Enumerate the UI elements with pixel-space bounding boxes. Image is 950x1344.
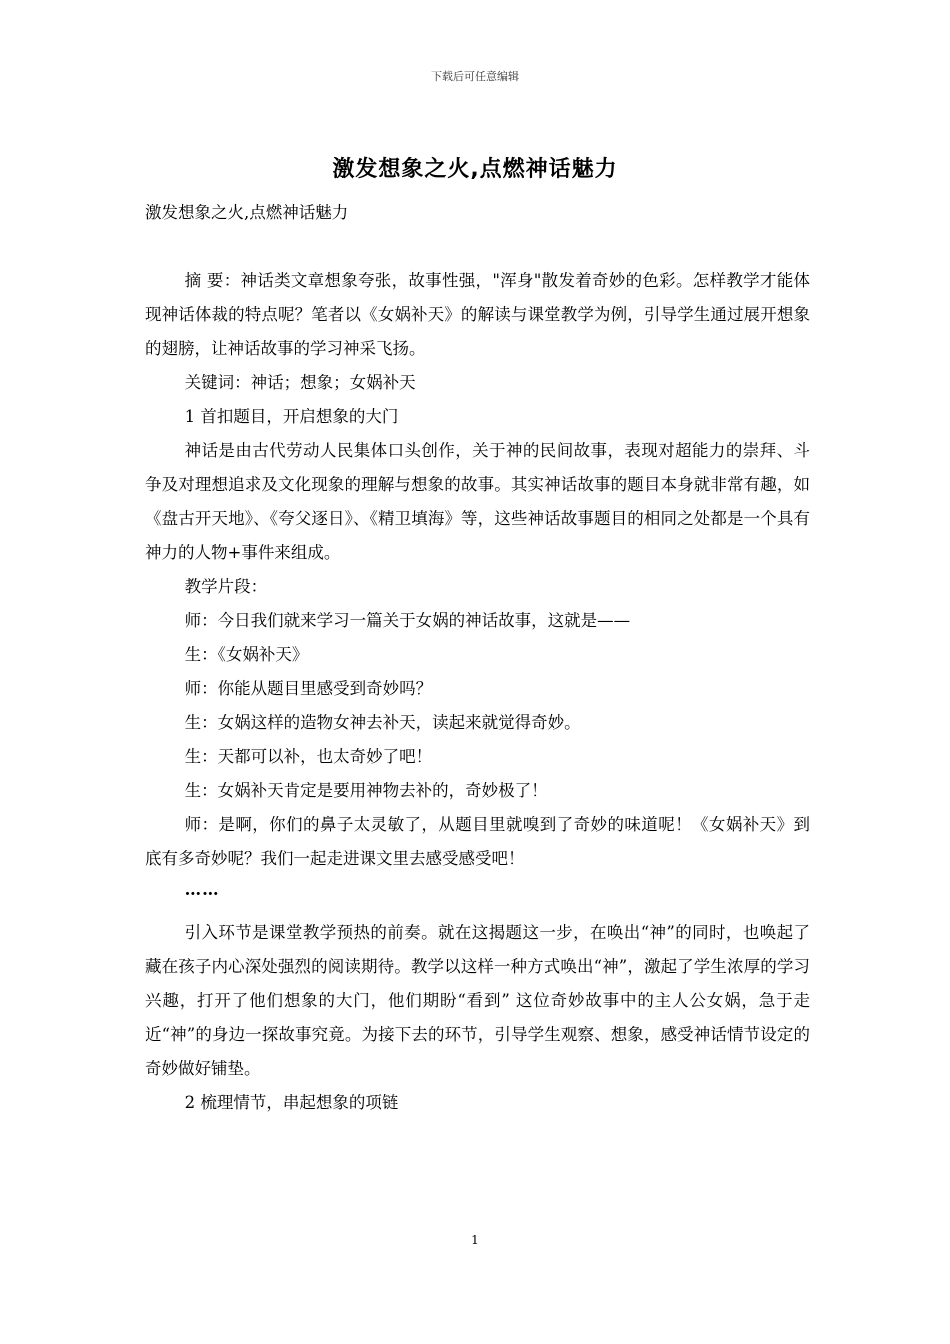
dialogue-line: 师：今日我们就来学习一篇关于女娲的神话故事，这就是—— bbox=[184, 611, 631, 630]
ellipsis-line: …… bbox=[184, 880, 220, 899]
document-title: 激发想象之火,点燃神话魅力 bbox=[332, 157, 618, 182]
keywords-line: 关键词：神话；想象；女娲补天 bbox=[184, 373, 416, 392]
page-number: 1 bbox=[471, 1233, 479, 1247]
dialogue-line: 生：《女娲补天》 bbox=[184, 645, 309, 664]
section-heading-2: 2 梳理情节，串起想象的项链 bbox=[184, 1093, 399, 1112]
section-heading-1: 1 首扣题目，开启想象的大门 bbox=[184, 407, 399, 426]
dialogue-line: 师：你能从题目里感受到奇妙吗？ bbox=[184, 679, 433, 698]
teaching-segment-label: 教学片段： bbox=[184, 577, 268, 596]
dialogue-line: 生：女娲这样的造物女神去补天，读起来就觉得奇妙。 bbox=[184, 713, 581, 732]
document-body bbox=[145, 196, 810, 1120]
blank-line bbox=[145, 230, 810, 264]
dialogue-line: 生：天都可以补，也太奇妙了吧！ bbox=[184, 747, 433, 766]
dialogue-line: 生：女娲补天肯定是要用神物去补的，奇妙极了！ bbox=[184, 781, 548, 800]
blank-line bbox=[145, 904, 810, 916]
dialogue-line: 师：是啊，你们的鼻子太灵敏了，从题目里就嗅到了奇妙的味道呢！《女娲补天》到底有多奇妙呢？我们一起走进课文里去感受感受吧！ bbox=[145, 815, 810, 868]
page-header-note: 下载后可任意编辑 bbox=[431, 70, 519, 83]
abstract-paragraph: 摘 要：神话类文章想象夸张，故事性强，"浑身"散发着奇妙的色彩。怎样教学才能体现神话体裁的特点呢？笔者以《女娲补天》的解读与课堂教学为例，引导学生通过展开想象的翅膀，让神话故事的学习神采飞扬。 bbox=[145, 271, 810, 358]
intro-paragraph: 神话是由古代劳动人民集体口头创作，关于神的民间故事，表现对超能力的崇拜、斗争及对理想追求及文化现象的理解与想象的故事。其实神话故事的题目本身就非常有趣，如《盘古开天地》、《夸父逐日》、《精卫填海》等，这些神话故事题目的相同之处都是一个具有神力的人物+事件来组成。 bbox=[145, 441, 810, 562]
analysis-paragraph: 引入环节是课堂教学预热的前奏。就在这揭题这一步，在唤出“神”的同时，也唤起了藏在孩子内心深处强烈的阅读期待。教学以这样一种方式唤出“神”，激起了学生浓厚的学习兴趣，打开了他们想象的大门，他们期盼“看到” 这位奇妙故事中的主人公女娲，急于走近“神”的身边一探故事究竟。为接下去的环节，引导学生观察、想象，感受神话情节设定的奇妙做好铺垫。 bbox=[145, 923, 810, 1078]
subtitle: 激发想象之火,点燃神话魅力 bbox=[145, 203, 349, 222]
